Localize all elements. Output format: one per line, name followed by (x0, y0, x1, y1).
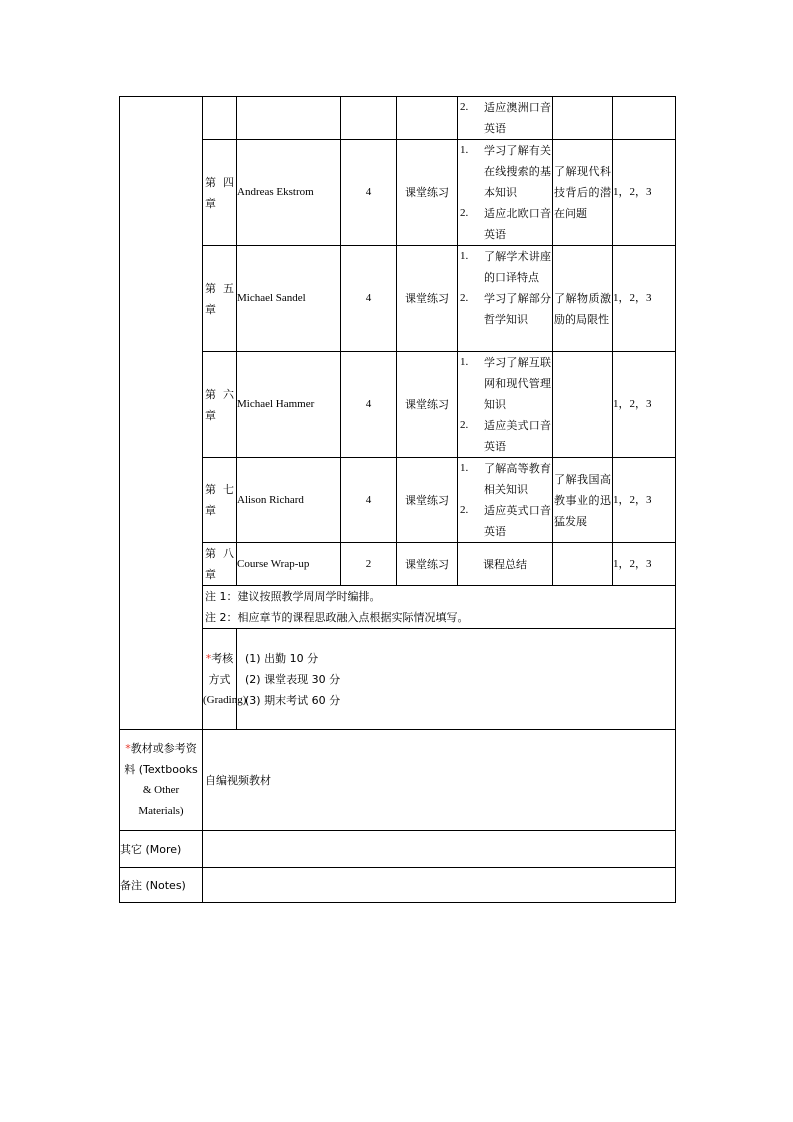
goals-cell (613, 97, 676, 140)
hours-cell (341, 97, 397, 140)
chapter-cell: 第 四 章 (203, 140, 237, 246)
chapter-cell: 第 八 章 (203, 543, 237, 586)
textbooks-label: *教材或参考资 料 (Textbooks & Other Materials) (120, 730, 203, 831)
chapter-cell: 第 六 章 (203, 352, 237, 458)
schedule-notes-row (120, 586, 676, 629)
method-cell: 课堂练习 (397, 246, 458, 352)
objectives-cell (458, 352, 553, 458)
method-cell (397, 97, 458, 140)
ideology-cell (553, 543, 613, 586)
method-cell: 课堂练习 (397, 140, 458, 246)
grading-label: *考核方式 (Grading) (203, 629, 237, 730)
goals-cell: 1，2，3 (613, 246, 676, 352)
objective-item: 2. 适应北欧口音英语 (460, 207, 551, 241)
speaker-cell: Course Wrap-up (237, 543, 341, 586)
chapter-cell: 第 五 章 (203, 246, 237, 352)
method-cell: 课堂练习 (397, 543, 458, 586)
objective-item: 2. 适应英式口音英语 (460, 504, 551, 538)
objective-item: 1. 了解学术讲座的口译特点 (460, 250, 551, 284)
goals-cell: 1，2，3 (613, 140, 676, 246)
summary-cell: 课程总结 (458, 543, 553, 586)
grading-row (120, 629, 676, 730)
speaker-cell (237, 97, 341, 140)
remarks-value (203, 868, 676, 903)
speaker-cell: Andreas Ekstrom (237, 140, 341, 246)
note-line: 注 1：建议按照教学周周学时编排。 (205, 590, 381, 603)
grading-item: (3) 期末考试 60 分 (245, 693, 341, 707)
ideology-cell (553, 352, 613, 458)
chapter-cell: 第 七 章 (203, 458, 237, 543)
method-cell: 课堂练习 (397, 352, 458, 458)
speaker-cell: Alison Richard (237, 458, 341, 543)
grading-item: (1) 出勤 10 分 (245, 651, 319, 665)
objective-item: 2. 适应美式口音英语 (460, 419, 551, 453)
ideology-cell (553, 97, 613, 140)
schedule-row-chapter-6 (120, 352, 676, 458)
required-mark: * (205, 651, 212, 665)
goals-cell: 1，2，3 (613, 543, 676, 586)
left-label-cell (120, 97, 203, 730)
schedule-row-chapter-7 (120, 458, 676, 543)
objective-item: 2. 学习了解部分哲学知识 (460, 292, 551, 326)
textbooks-row (120, 730, 676, 831)
more-value (203, 831, 676, 868)
schedule-row-continued (120, 97, 676, 140)
schedule-row-chapter-5 (120, 246, 676, 352)
objective-item: 2. 适应澳洲口音英语 (460, 101, 551, 135)
objectives-cell (458, 458, 553, 543)
more-row (120, 831, 676, 868)
objectives-cell (458, 140, 553, 246)
speaker-cell: Michael Sandel (237, 246, 341, 352)
hours-cell: 4 (341, 246, 397, 352)
grading-item: (2) 课堂表现 30 分 (245, 672, 341, 686)
objective-item: 1. 学习了解有关在线搜索的基本知识 (460, 144, 551, 199)
method-cell: 课堂练习 (397, 458, 458, 543)
ideology-cell: 了解我国高教事业的迅猛发展 (553, 458, 613, 543)
schedule-notes (203, 586, 676, 629)
ideology-cell: 了解物质激励的局限性 (553, 246, 613, 352)
hours-cell: 4 (341, 458, 397, 543)
objectives-cell (458, 97, 553, 140)
remarks-row (120, 868, 676, 903)
speaker-cell: Michael Hammer (237, 352, 341, 458)
grading-content (237, 629, 676, 730)
goals-cell: 1，2，3 (613, 458, 676, 543)
required-mark: * (125, 742, 131, 755)
objective-item: 1. 了解高等教育相关知识 (460, 462, 551, 496)
hours-cell: 2 (341, 543, 397, 586)
chapter-cell (203, 97, 237, 140)
hours-cell: 4 (341, 352, 397, 458)
goals-cell: 1，2，3 (613, 352, 676, 458)
syllabus-table (119, 96, 676, 903)
schedule-row-chapter-8 (120, 543, 676, 586)
objectives-cell (458, 246, 553, 352)
ideology-cell: 了解现代科技背后的潜在问题 (553, 140, 613, 246)
schedule-row-chapter-4 (120, 140, 676, 246)
objective-item: 1. 学习了解互联网和现代管理知识 (460, 356, 551, 411)
more-label: 其它 (More) (120, 831, 203, 868)
textbooks-value: 自编视频教材 (203, 730, 676, 831)
hours-cell: 4 (341, 140, 397, 246)
note-line: 注 2：相应章节的课程思政融入点根据实际情况填写。 (205, 611, 469, 624)
remarks-label: 备注 (Notes) (120, 868, 203, 903)
